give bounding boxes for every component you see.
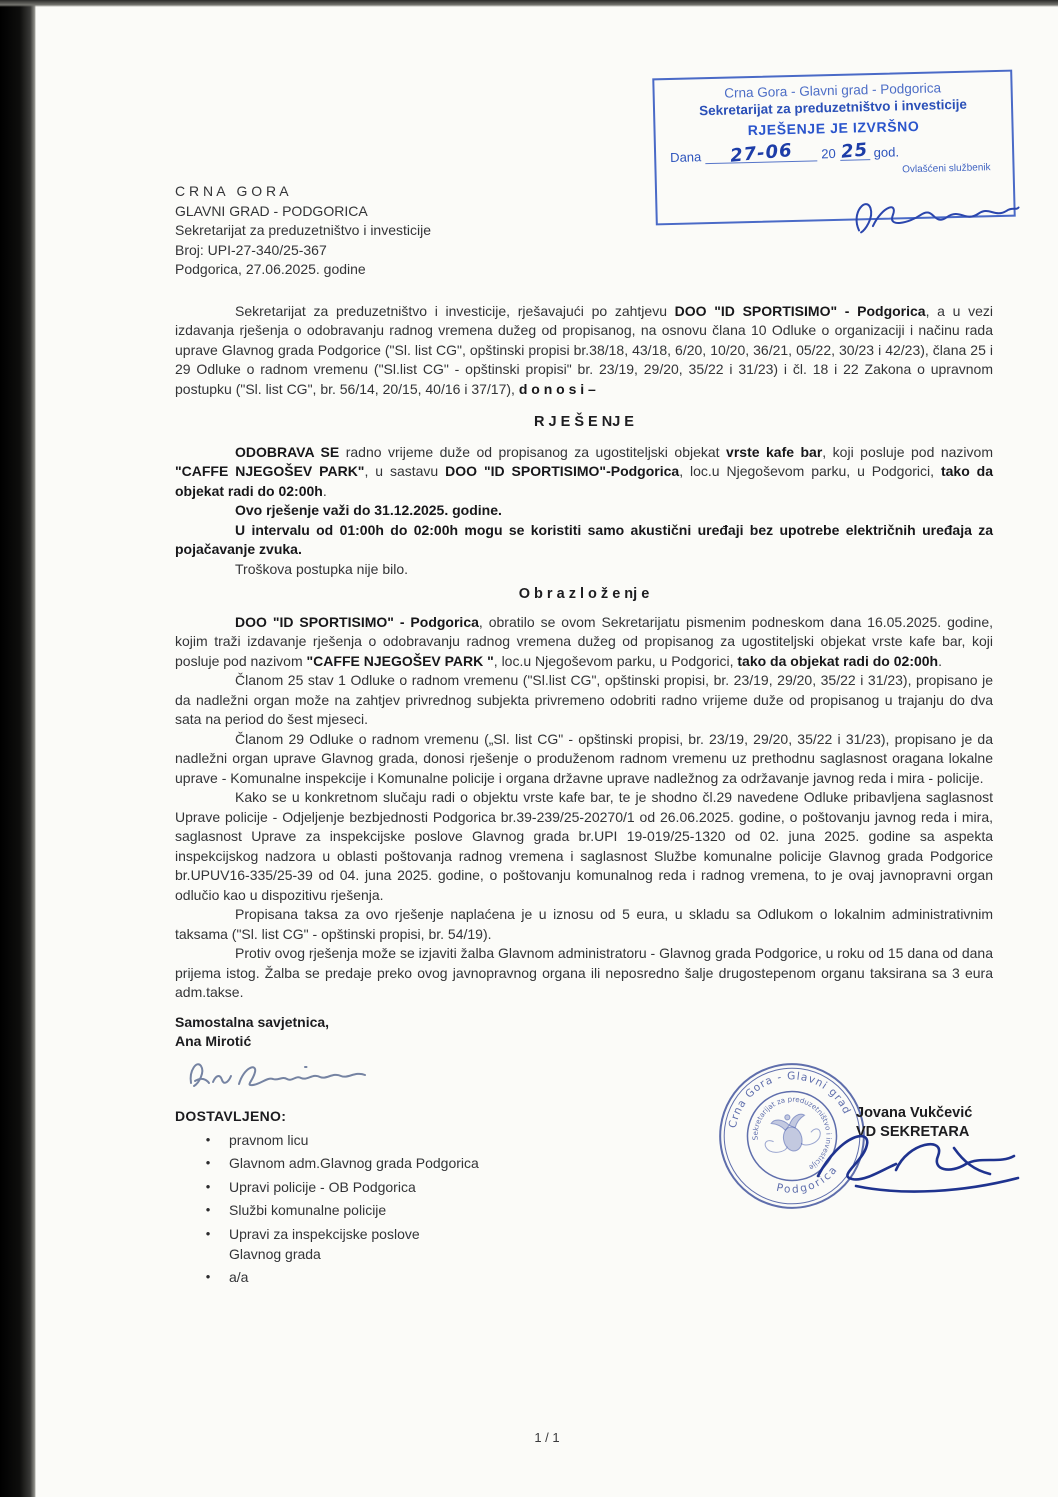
stamp-inner-text: Sekretarijat za preduzetništvo i investicije: [750, 1094, 834, 1173]
rationale-paragraph-4: Kako se u konkretnom slučaju radi o objektu vrste kafe bar, te je shodno čl.29 navedene Odluke pribavljena saglasnost Uprave policije - Odjeljenje bezbjednosti Podgorica br.39-239/25-20270/1 od 26.06.2025. godine, o poštovanju javnog reda i mira, saglasnost Uprave za inspekcijske poslove Glavnog grada br.UPI 19-019/25-1320 od 02. juna 2025. godine sa aspekta inspekcijskog nadzora u oblasti poštovanja radnog vremena i saglasnost Službe komunalne policije Glavnog grada Podgorice br.UPUV16-335/25-39 od 04. juna 2025. godine, o poštovanju komunalnog reda i radnog vremena, to je ovaj javnopravni organ odlučio kao u dispozitivu rješenja.: [175, 789, 993, 903]
signer-title: Samostalna savjetnica,: [175, 1013, 330, 1030]
secretary-name: Jovana Vukčević: [856, 1105, 973, 1121]
handwritten-date: 27-06: [729, 139, 794, 167]
header-place-date: Podgorica, 27.06.2025. godine: [175, 261, 366, 277]
distribution-item-text: Glavnom adm.Glavnog grada Podgorica: [229, 1155, 479, 1171]
signature-jovana-vukcevic: [804, 1118, 1029, 1203]
header-case-number: Broj: UPI-27-340/25-367: [175, 241, 327, 258]
costs-paragraph: Troškova postupka nije bilo.: [235, 560, 409, 577]
distribution-item-text: Službi komunalne policije: [229, 1202, 387, 1218]
header-country: C R N A G O R A: [175, 183, 289, 199]
stamp-line-secretariat: Sekretarijat za preduzetništvo i investicije: [698, 96, 968, 119]
stamp-year-printed: 20: [821, 145, 836, 162]
secretary-title: VD SEKRETARA: [856, 1124, 970, 1140]
distribution-title: DOSTAVLJENO:: [175, 1107, 287, 1124]
bullet-icon: •: [205, 1202, 211, 1217]
distribution-item: [175, 1224, 993, 1264]
distribution-item-text: [229, 1224, 420, 1264]
bullet-icon: •: [205, 1178, 211, 1194]
signature-stroke: [856, 1178, 1018, 1192]
rationale-paragraph-6: Protiv ovog rješenja može se izjaviti žalba Glavnom administratoru - Glavnog grada Podgorice, u roku od 15 dana od dana prijema istog. Žalba se predaje preko ovog javnopravnog organa ili neposredno šalje drugostepenom organu taksirana sa 3 eura adm.takse.: [175, 945, 993, 1000]
decision-heading: R J E Š E NJ E: [534, 414, 634, 430]
stamp-outer-bottom-text: Podgorica: [775, 1162, 841, 1196]
intro-paragraph: Sekretarijat za preduzetništvo i investicije, rješavajući po zahtjevu DOO "ID SPORTISIMO" - Podgorica, a u vezi izdavanja rješenja o odobravanju radnog vremena dužeg od propisanog, na osnovu člana 10 Odluke o organizaciji i načinu rada uprave Glavnog grada Podgorice ("Sl. list CG", opštinski propisi br.38/18, 43/18, 6/20, 10/20, 36/21, 05/22, 30/23 i 42/23), člana 25 i 29 Odluke o radnom vremenu ("Sl.list CG" - opštinski propisi" br. 23/19, 29/20, 35/22 i 31/23) i čl. 18 i 22 Zakona o upravnom postupku ("Sl. list CG", br. 56/14, 20/15, 40/16 i 37/17), d o n o s i –: [175, 302, 994, 397]
page-number: 1 / 1: [534, 1430, 560, 1445]
rationale-heading: O b r a z l o ž e nj e: [518, 586, 650, 602]
distribution-item-text: a/a: [229, 1269, 249, 1285]
signature-ana-mirotic: [181, 1055, 381, 1093]
signature-block-left: [175, 1013, 993, 1093]
authorized-officer-label: Ovlašćeni službenik: [902, 162, 991, 176]
document-header: [175, 182, 993, 280]
signer-name: Ana Mirotić: [175, 1033, 252, 1049]
stamp-line-executory: RJEŠENJE JE IZVRŠNO: [747, 117, 920, 139]
stamp-line-authority: Crna Gora - Glavni grad - Podgorica: [724, 80, 942, 101]
bullet-icon: •: [205, 1269, 211, 1284]
validity-paragraph: Ovo rješenje važi do 31.12.2025. godine.: [235, 502, 502, 518]
rationale-paragraph-3: Članom 29 Odluke o radnom vremenu („Sl. list CG" - opštinski propisi, br. 23/19, 29/20, 35/22 i 31/23), propisano je da nadležni organ uprave Glavnog grada, donosi rješenje o produženom radnom vremenu uz prethodnu saglasnost oragana lokalne uprave - Komunalne inspekcije i Komunalne policije i organa državne uprave nadležnog za održavanje javnog reda i mira - policije.: [175, 730, 993, 786]
rationale-paragraph-2: Članom 25 stav 1 Odluke o radnom vremenu ("Sl.list CG", opštinski propisi, br. 23/19, 29/20, 35/22 i 31/23), propisano je da nadležni organ može na zahtjev privrednog subjekta privremeno odobriti radno vrijeme duže od propisanog u trajanju do dva sata na period do šest mjeseci.: [175, 672, 993, 727]
handwritten-year: 25: [840, 139, 870, 163]
stamp-date-slot: [705, 139, 817, 167]
distribution-item: [175, 1267, 993, 1287]
bullet-icon: •: [205, 1155, 211, 1170]
stamp-year-suffix: god.: [873, 144, 900, 161]
stamp-outer-top-text: Crna Gora - Glavni grad: [725, 1069, 854, 1130]
stamp-date-line: [666, 141, 1002, 165]
rationale-paragraph-5: Propisana taksa za ovo rješenje naplaćena je u iznosu od 5 eura, u skladu sa Odlukom o lokalnim administrativnim taksama ("Sl. list CG" - opštinski propisi, br. 54/19).: [175, 906, 993, 942]
signature-stroke: [191, 1064, 209, 1086]
header-city: GLAVNI GRAD - PODGORICA: [175, 202, 368, 219]
bullet-icon: •: [205, 1225, 211, 1241]
signature-stroke: [818, 1136, 896, 1179]
bullet-icon: •: [205, 1131, 211, 1147]
distribution-item-text: pravnom licu: [229, 1131, 309, 1148]
signature-stroke: [239, 1067, 365, 1085]
approval-paragraph: ODOBRAVA SE radno vrijeme duže od propisanog za ugostiteljski objekat vrste kafe bar, koji posluje pod nazivom "CAFFE NJEGOŠEV PARK", u sastavu DOO "ID SPORTISIMO"-Podgorica, loc.u Njegoševom parku, u Podgorici, tako da objekat radi do 02:00h.: [175, 443, 994, 499]
scan-edge-top: [0, 0, 1058, 7]
distribution-item-line: Upravi za inspekcijske poslove: [229, 1225, 420, 1242]
distribution-item-text: Upravi policije - OB Podgorica: [229, 1178, 416, 1195]
header-department: Sekretarijat za preduzetništvo i investicije: [175, 222, 432, 238]
stamp-date-label: Dana: [670, 149, 702, 166]
stamp-year-slot: [839, 139, 870, 163]
scan-edge-left: [0, 0, 36, 1497]
rationale-paragraph-1: DOO "ID SPORTISIMO" - Podgorica, obratilo se ovom Sekretarijatu pismenim podneskom dana 16.05.2025. godine, kojim traži izdavanje rješenja o odobravanju radnog vremena dužeg od propisanog za ugostiteljski objekat vrste kafe bar, koji posluje pod nazivom "CAFFE NJEGOŠEV PARK ", loc.u Njegoševom parku, u Podgorici, tako da objekat radi do 02:00h.: [175, 613, 993, 669]
signature-stroke: [213, 1076, 231, 1083]
interval-paragraph: U intervalu od 01:00h do 02:00h mogu se koristiti samo akustični uređaji bez upotrebe električnih uređaja za pojačavanje zvuka.: [175, 521, 993, 557]
distribution-item-line2: Glavnog grada: [229, 1245, 321, 1262]
